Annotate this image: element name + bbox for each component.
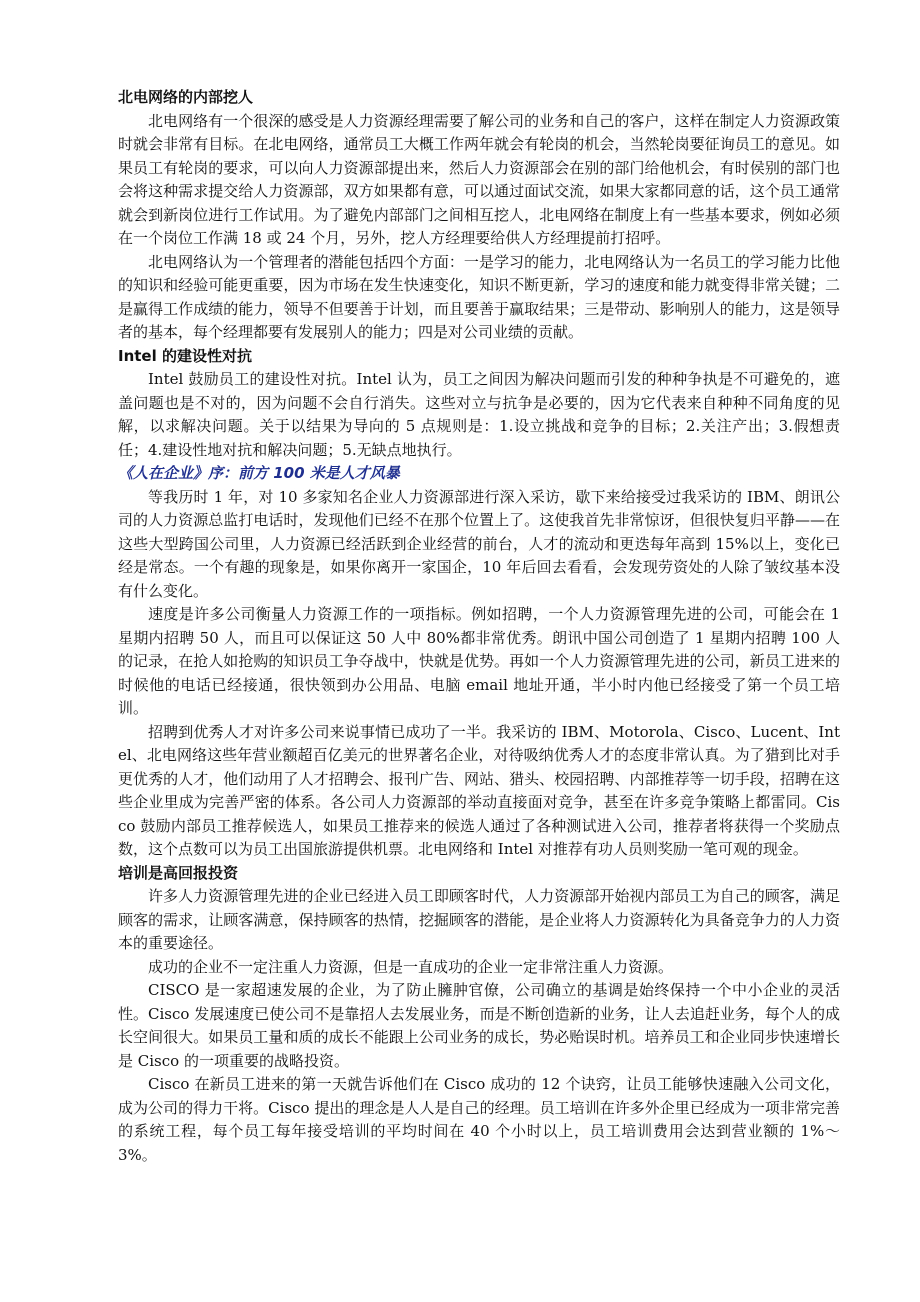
- section-heading-intel: Intel 的建设性对抗: [118, 346, 252, 365]
- section-heading-training: 培训是高回报投资: [118, 863, 239, 882]
- paragraph: 北电网络有一个很深的感受是人力资源经理需要了解公司的业务和自己的客户，这样在制定人力资源政策时就会非常有目标。在北电网络，通常员工大概工作两年就会有轮岗的机会，当然轮岗要征询员工的意见。如果员工有轮岗的要求，可以向人力资源部提出来，然后人力资源部会在别的部门给他机会，有时侯别的部门也会将这种需求提交给人力资源部，双方如果都有意，可以通过面试交流，如果大家都同意的话，这个员工通常就会到新岗位进行工作试用。为了避免内部部门之间相互挖人，北电网络在制度上有一些基本要求，例如必须在一个岗位工作满 18 或 24 个月，另外，挖人方经理要给供人方经理提前打招呼。: [118, 111, 840, 247]
- paragraph: 招聘到优秀人才对许多公司来说事情已成功了一半。我采访的 IBM、Motorola、Cisco、Lucent、Intel、北电网络这些年营业额超百亿美元的世界著名企业，对待吸纳优秀人才的态度非常认真。为了猎到比对手更优秀的人才，他们动用了人才招聘会、报刊广告、网站、猎头、校园招聘、内部推荐等一切手段，招聘在这些企业里成为完善严密的体系。各公司人力资源部的举动直接面对竞争，甚至在许多竞争策略上都雷同。Cisco 鼓励内部员工推荐候选人，如果员工推荐来的候选人通过了各种测试进入公司，推荐者将获得一个奖励点数，这个点数可以为员工出国旅游提供机票。北电网络和 Intel 对推荐有功人员则奖励一笔可观的现金。: [118, 722, 840, 858]
- section-heading-nortel: 北电网络的内部挖人: [118, 88, 254, 106]
- paragraph: 北电网络认为一个管理者的潜能包括四个方面：一是学习的能力，北电网络认为一名员工的学习能力比他的知识和经验可能更重要，因为市场在发生快速变化，知识不断更新，学习的速度和能力就变得非常关键；二是赢得工作成绩的能力，领导不但要善于计划，而且要善于赢取结果；三是带动、影响别人的能力，这是领导者的基本，每个经理都要有发展别人的能力；四是对公司业绩的贡献。: [118, 252, 840, 341]
- document-body: [118, 86, 840, 1167]
- section-heading-preface: 《人在企业》序：前方 100 米是人才风暴: [118, 464, 400, 482]
- paragraph: Intel 鼓励员工的建设性对抗。Intel 认为，员工之间因为解决问题而引发的种种争执是不可避免的，遮盖问题也是不对的，因为问题不会自行消失。这些对立与抗争是必要的，因为它代表来自种种不同角度的见解，以求解决问题。关于以结果为导向的 5 点规则是：1.设立挑战和竞争的目标；2.关注产出；3.假想责任；4.建设性地对抗和解决问题；5.无缺点地执行。: [118, 370, 840, 459]
- paragraph: 许多人力资源管理先进的企业已经进入员工即顾客时代，人力资源部开始视内部员工为自己的顾客，满足顾客的需求，让顾客满意，保持顾客的热情，挖掘顾客的潜能，是企业将人力资源转化为具备竞争力的人力资本的重要途径。: [118, 887, 840, 952]
- paragraph: 等我历时 1 年，对 10 多家知名企业人力资源部进行深入采访，歇下来给接受过我采访的 IBM、朗讯公司的人力资源总监打电话时，发现他们已经不在那个位置上了。这使我首先非常惊讶，但很快复归平静——在这些大型跨国公司里，人力资源已经活跃到企业经营的前台，人才的流动和更迭每年高到 15%以上，变化已经是常态。一个有趣的现象是，如果你离开一家国企，10 年后回去看看，会发现劳资处的人除了皱纹基本没有什么变化。: [118, 487, 840, 600]
- paragraph: 成功的企业不一定注重人力资源，但是一直成功的企业一定非常注重人力资源。: [148, 957, 674, 976]
- paragraph: Cisco 在新员工进来的第一天就告诉他们在 Cisco 成功的 12 个诀窍，让员工能够快速融入公司文化，成为公司的得力干将。Cisco 提出的理念是人人是自己的经理。员工培训在许多外企里已经成为一项非常完善的系统工程，每个员工每年接受培训的平均时间在 40 个小时以上，员工培训费用会达到营业额的 1%～3%。: [118, 1075, 840, 1164]
- paragraph: CISCO 是一家超速发展的企业，为了防止臃肿官僚，公司确立的基调是始终保持一个中小企业的灵活性。Cisco 发展速度已使公司不是靠招人去发展业务，而是不断创造新的业务，让人去追赶业务，每个人的成长空间很大。如果员工量和质的成长不能跟上公司业务的成长，势必贻误时机。培养员工和企业同步快速增长是 Cisco 的一项重要的战略投资。: [118, 981, 840, 1070]
- paragraph: 速度是许多公司衡量人力资源工作的一项指标。例如招聘，一个人力资源管理先进的公司，可能会在 1 星期内招聘 50 人，而且可以保证这 50 人中 80%都非常优秀。朗讯中国公司创造了 1 星期内招聘 100 人的记录，在抢人如抢购的知识员工争夺战中，快就是优势。再如一个人力资源管理先进的公司，新员工进来的时候他的电话已经接通，很快领到办公用品、电脑 email 地址开通，半小时内他已经接受了第一个员工培训。: [118, 605, 840, 717]
